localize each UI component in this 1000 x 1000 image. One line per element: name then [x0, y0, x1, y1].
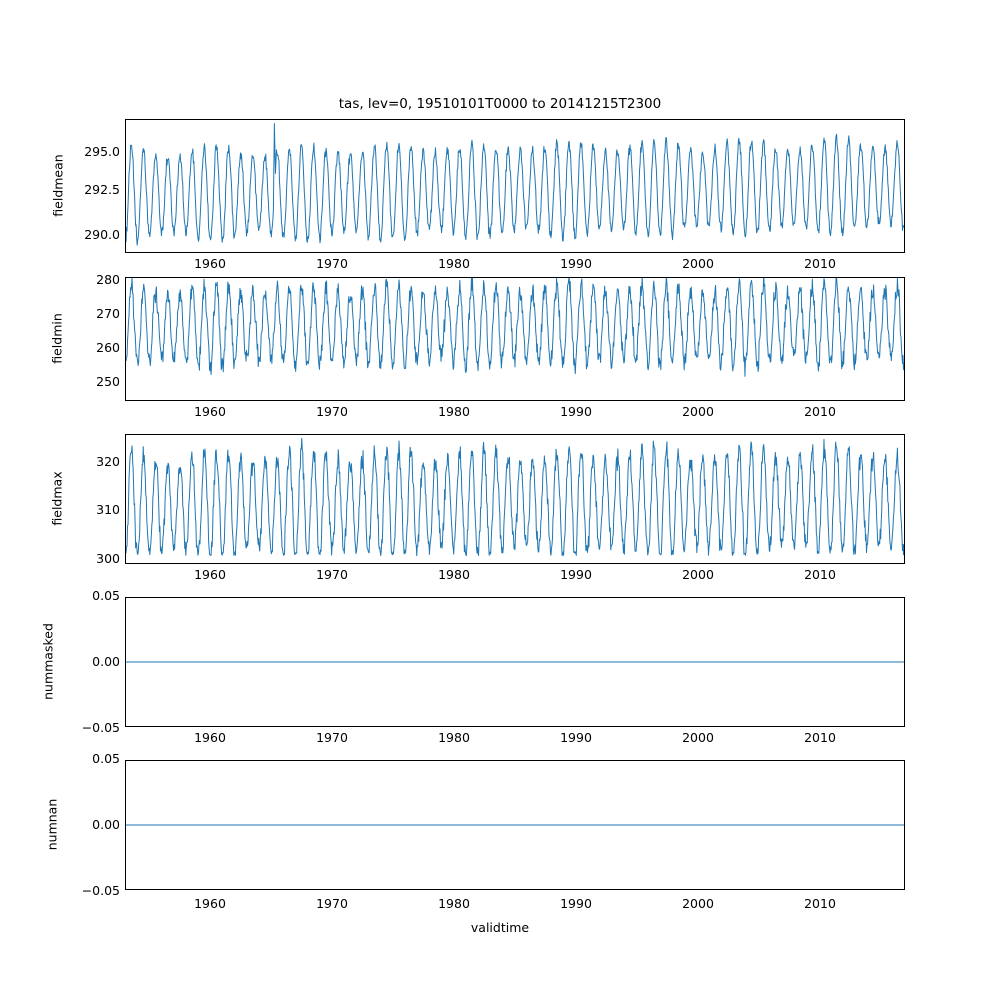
axis-label-validtime: validtime — [470, 920, 530, 935]
ytick-fieldmean-1: 292.5 — [84, 182, 120, 197]
ytick-fieldmin-2: 260 — [96, 340, 120, 355]
plot-line-nummasked — [126, 598, 904, 726]
figure-title: tas, lev=0, 19510101T0000 to 20141215T2300 — [338, 96, 662, 112]
xtick-nummasked-1: 1970 — [316, 730, 348, 745]
xtick-fieldmax-3: 1990 — [560, 567, 592, 582]
xtick-nummasked-0: 1960 — [194, 730, 226, 745]
ytick-fieldmax-1: 310 — [96, 502, 120, 517]
plot-line-fieldmax — [126, 435, 904, 563]
ytick-numnan-0: 0.05 — [92, 751, 120, 766]
ytick-numnan-2: −0.05 — [81, 883, 120, 898]
xtick-nummasked-4: 2000 — [682, 730, 714, 745]
xtick-fieldmean-0: 1960 — [194, 256, 226, 271]
xtick-nummasked-5: 2010 — [804, 730, 836, 745]
ytick-numnan-1: 0.00 — [92, 817, 120, 832]
plot-line-numnan — [126, 761, 904, 889]
xtick-fieldmean-5: 2010 — [804, 256, 836, 271]
xtick-nummasked-2: 1980 — [438, 730, 470, 745]
ytick-fieldmin-1: 270 — [96, 306, 120, 321]
axis-label-fieldmean: fieldmean — [50, 154, 66, 217]
xtick-nummasked-3: 1990 — [560, 730, 592, 745]
subplot-fieldmean — [125, 119, 905, 253]
axis-label-fieldmin: fieldmin — [49, 313, 65, 364]
xtick-numnan-5: 2010 — [804, 896, 836, 911]
xtick-fieldmean-1: 1970 — [316, 256, 348, 271]
ytick-fieldmin-0: 280 — [96, 272, 120, 287]
axis-label-numnan: numnan — [44, 798, 60, 851]
xtick-fieldmax-5: 2010 — [804, 567, 836, 582]
xtick-fieldmin-1: 1970 — [316, 404, 348, 419]
xtick-fieldmean-2: 1980 — [438, 256, 470, 271]
ytick-nummasked-1: 0.00 — [92, 654, 120, 669]
plot-line-fieldmin — [126, 278, 904, 400]
ytick-nummasked-0: 0.05 — [92, 588, 120, 603]
xtick-numnan-0: 1960 — [194, 896, 226, 911]
xtick-fieldmin-2: 1980 — [438, 404, 470, 419]
ytick-fieldmin-3: 250 — [96, 374, 120, 389]
xtick-numnan-4: 2000 — [682, 896, 714, 911]
xtick-fieldmax-0: 1960 — [194, 567, 226, 582]
xtick-fieldmin-5: 2010 — [804, 404, 836, 419]
xtick-fieldmean-3: 1990 — [560, 256, 592, 271]
xtick-fieldmax-1: 1970 — [316, 567, 348, 582]
ytick-fieldmax-0: 320 — [96, 454, 120, 469]
ytick-fieldmean-2: 290.0 — [84, 227, 120, 242]
subplot-numnan — [125, 760, 905, 890]
plot-line-fieldmean — [126, 120, 904, 252]
xtick-fieldmin-3: 1990 — [560, 404, 592, 419]
ytick-fieldmean-0: 295.0 — [84, 144, 120, 159]
subplot-nummasked — [125, 597, 905, 727]
xtick-numnan-1: 1970 — [316, 896, 348, 911]
xtick-fieldmean-4: 2000 — [682, 256, 714, 271]
ytick-fieldmax-2: 300 — [96, 551, 120, 566]
axis-label-nummasked: nummasked — [40, 623, 56, 700]
xtick-fieldmin-4: 2000 — [682, 404, 714, 419]
xtick-numnan-3: 1990 — [560, 896, 592, 911]
subplot-fieldmin — [125, 277, 905, 401]
xtick-fieldmin-0: 1960 — [194, 404, 226, 419]
xtick-numnan-2: 1980 — [438, 896, 470, 911]
subplot-fieldmax — [125, 434, 905, 564]
ytick-nummasked-2: −0.05 — [81, 720, 120, 735]
xtick-fieldmax-2: 1980 — [438, 567, 470, 582]
xtick-fieldmax-4: 2000 — [682, 567, 714, 582]
axis-label-fieldmax: fieldmax — [49, 471, 65, 526]
